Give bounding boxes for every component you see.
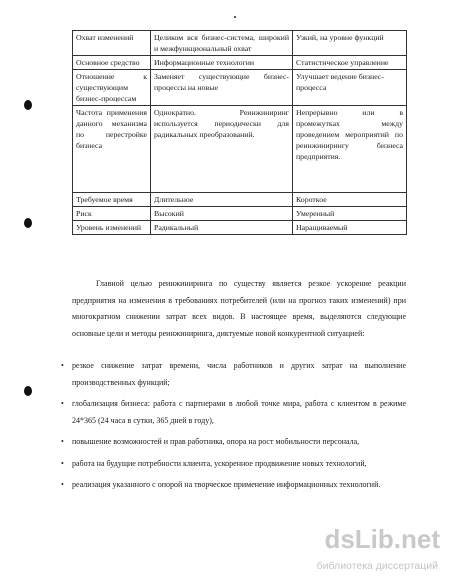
table-row [73, 31, 407, 56]
table-row [73, 106, 407, 193]
table-cell: Радикальный [151, 221, 293, 235]
bullet-icon: • [61, 399, 64, 408]
table-row [73, 221, 407, 235]
list-item [61, 358, 406, 391]
bullet-icon: • [61, 480, 64, 489]
table-cell: Улучшает ведение бизнес-процесса [293, 70, 407, 106]
comparison-table [72, 30, 407, 235]
list-item [61, 477, 406, 494]
list-item-text: резкое снижение затрат времени, числа работников и других затрат на выполнение производственных функций; [72, 361, 406, 387]
punch-hole [24, 218, 32, 228]
table-cell: Требуемое время [73, 193, 151, 207]
list-item [61, 434, 406, 451]
table-cell: Непрерывно или в промежутках между проведением мероприятий по реинжинирингу бизнеса предприятия. [293, 106, 407, 193]
table-cell: Основное средство [73, 56, 151, 70]
scan-speck [234, 16, 236, 18]
bullet-icon: • [61, 361, 64, 370]
watermark-logo: dsLib.net [324, 524, 440, 554]
table-row [73, 70, 407, 106]
body-paragraph: Главной целью реинжиниринга по существу является резкое ускорение реакции предприятия на изменения в требованиях потребителей (или на прогноз таких изменений) при многократном снижении затрат всех видов. В настоящее время, выделяются следующие основные цели и методы реинжиниринга, диктуемые новой конкурентной ситуацией: [72, 279, 406, 338]
table-cell: Умеренный [293, 207, 407, 221]
bullet-icon: • [61, 458, 64, 468]
table-row [73, 56, 407, 70]
table-cell: Частота применения данного механизма по перестройке бизнеса [73, 106, 151, 193]
punch-hole [24, 100, 32, 110]
list-item [61, 456, 406, 473]
table-row [73, 207, 407, 221]
table-cell: Охват изменений [73, 31, 151, 56]
punch-hole [24, 386, 32, 396]
table-cell: Статистическое управление [293, 56, 407, 70]
table-cell: Целиком вся бизнес-система, широкий и межфункциональный охват [151, 31, 293, 56]
watermark-subtitle: библиотека диссертаций [316, 560, 438, 572]
table-cell: Отношение к существующим бизнес-процессам [73, 70, 151, 106]
list-item-text: реализация указанного с опорой на творческое применение информационных технологий. [72, 480, 381, 489]
watermark [290, 524, 440, 572]
list-item-text: глобализация бизнеса: работа с партнерами в любой точке мира, работа с клиентом в режиме 24*365 (24 часа в сутки, 365 дней в году), [72, 399, 406, 425]
table-cell: Риск [73, 207, 151, 221]
table-cell: Короткое [293, 193, 407, 207]
list-item-text: работа на будущие потребности клиента, ускоренное продвижение новых технологий, [72, 458, 367, 468]
table-cell: Наращиваемый [293, 221, 407, 235]
table-cell: Узкий, на уровне функций [293, 31, 407, 56]
table-row [73, 193, 407, 207]
bullet-list [61, 358, 406, 499]
table-cell: Заменяет существующие бизнес-процессы на новые [151, 70, 293, 106]
bullet-icon: • [61, 437, 64, 446]
table-cell: Высокий [151, 207, 293, 221]
list-item-text: повышение возможностей и прав работника, опора на рост мобильности персонала, [72, 437, 360, 446]
list-item [61, 396, 406, 429]
table-cell: Однократно. Реинжиниринг используется периодически для радикальных преобразований. [151, 106, 293, 193]
table-cell: Уровень изменений [73, 221, 151, 235]
table-cell: Длительное [151, 193, 293, 207]
table-cell: Информационные технологии [151, 56, 293, 70]
